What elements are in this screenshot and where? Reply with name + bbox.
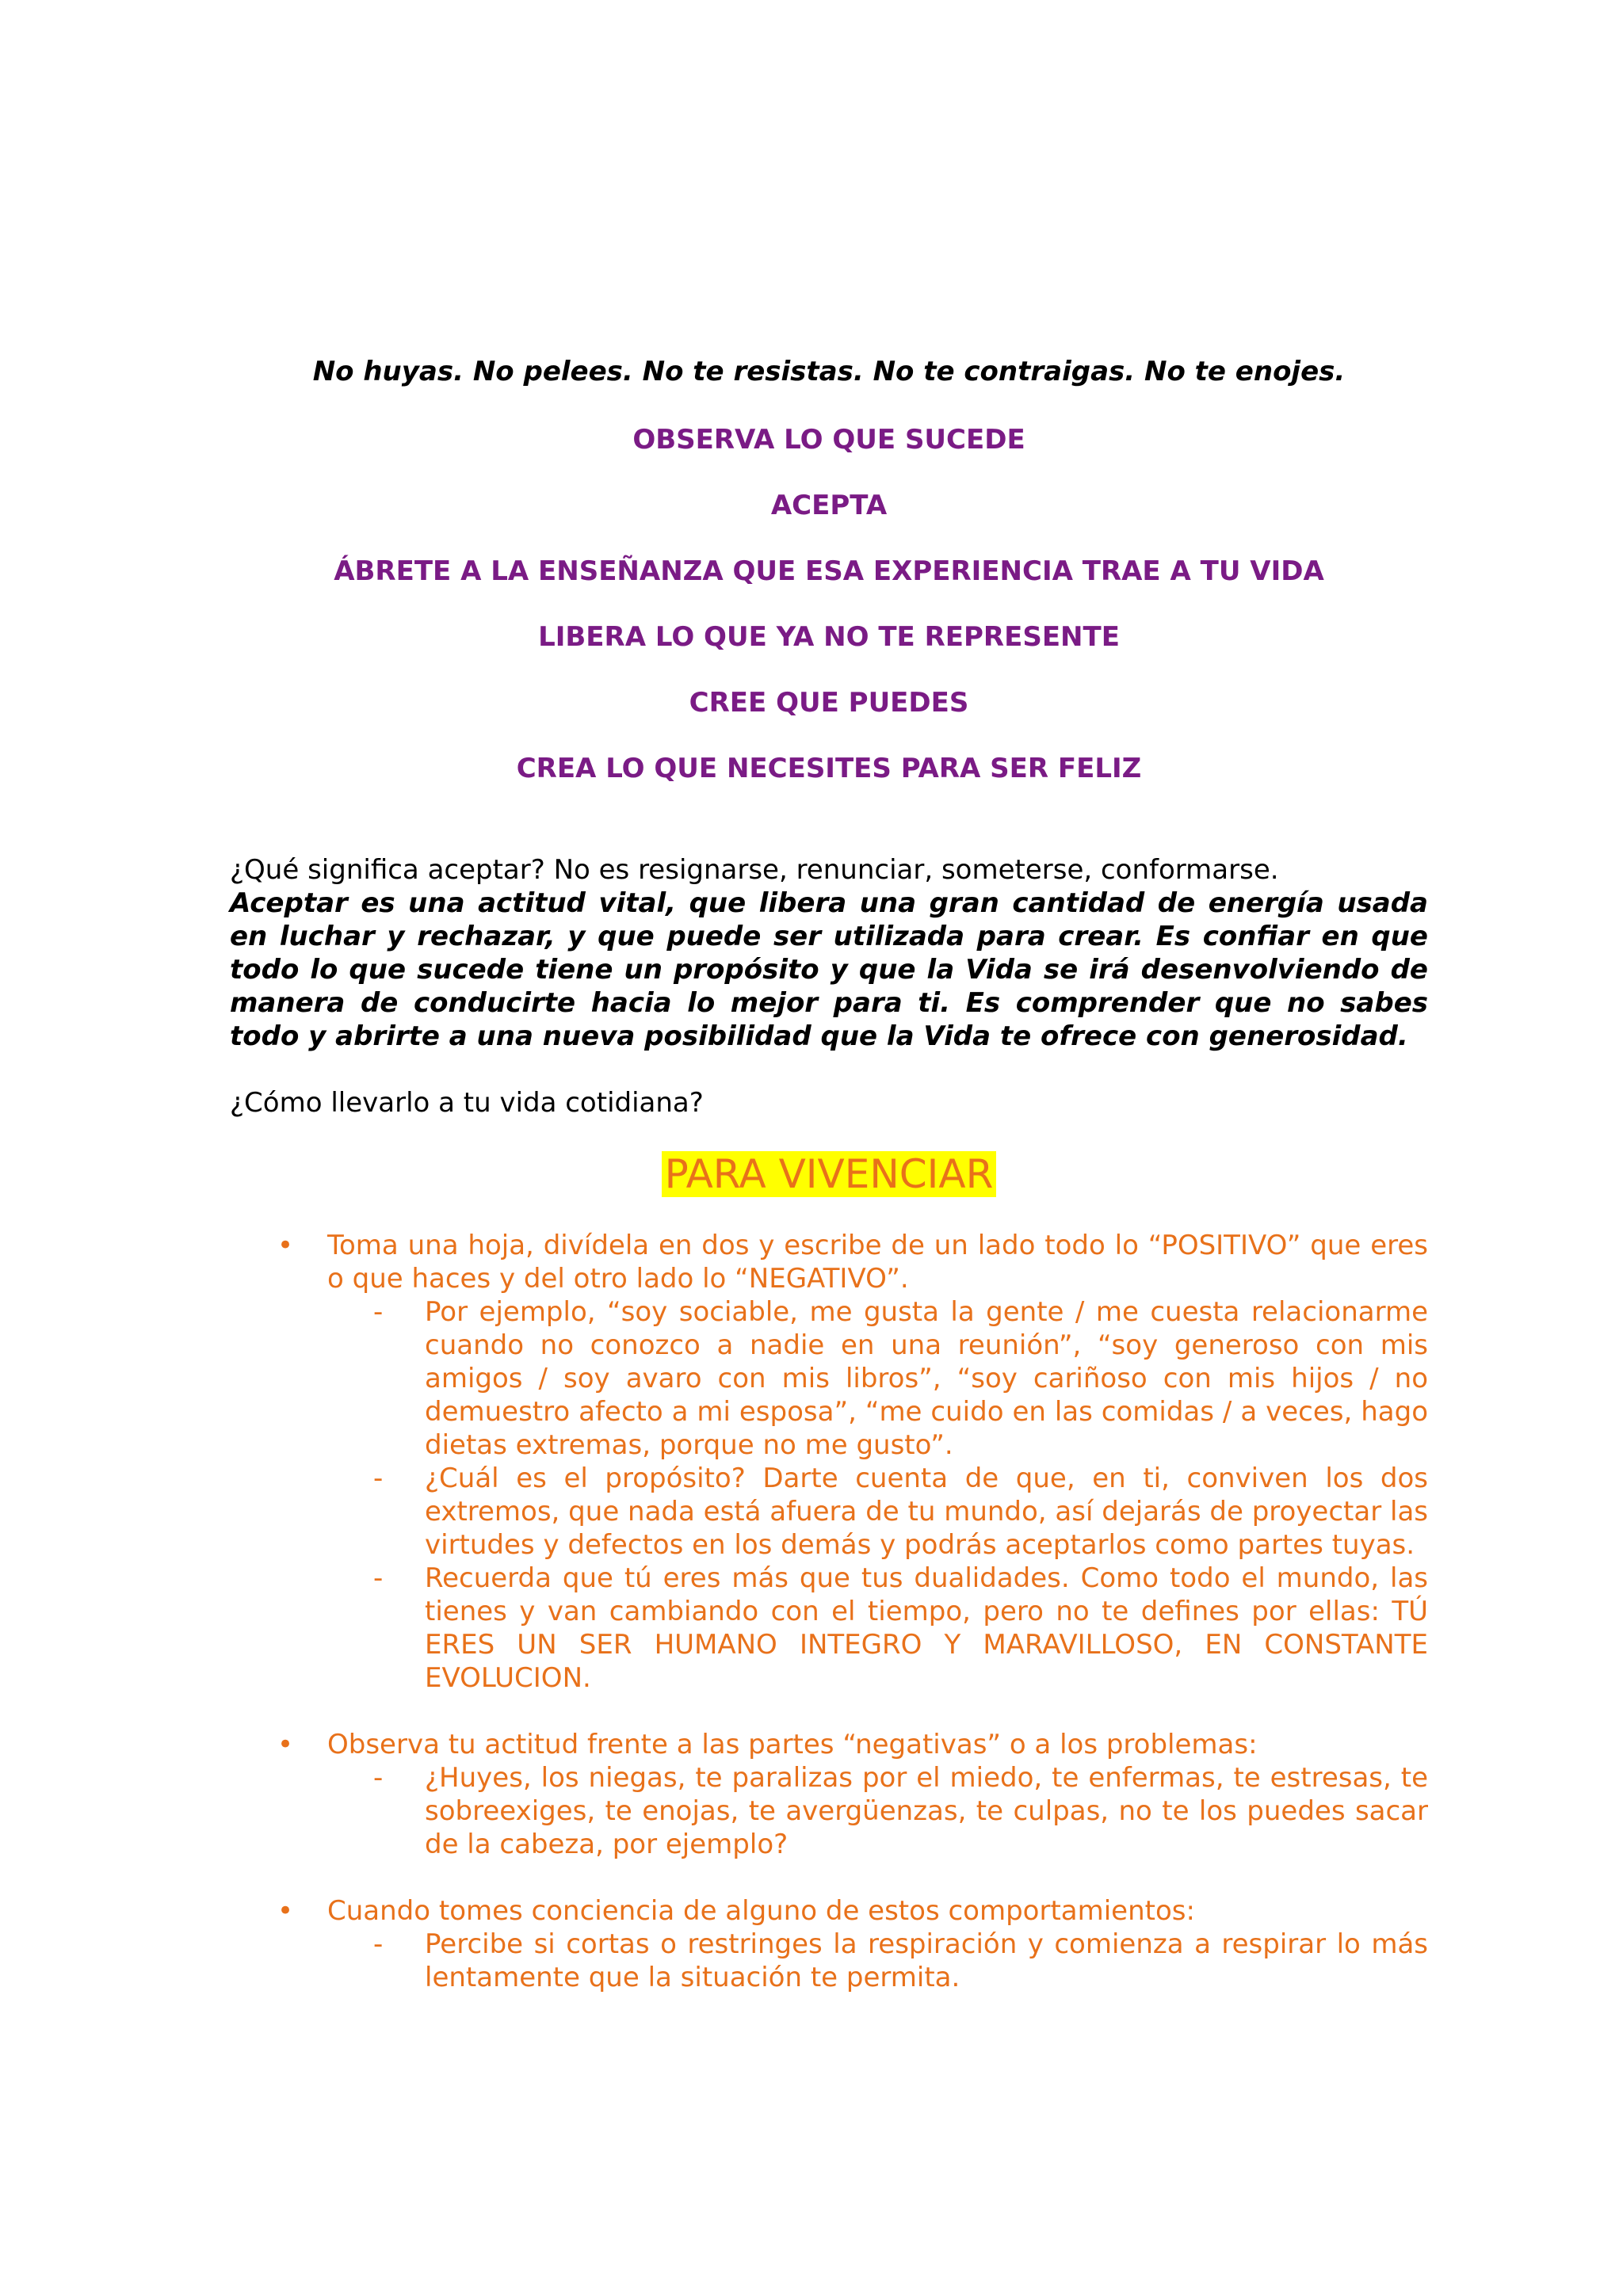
sub-list-item-text: Por ejemplo, “soy sociable, me gusta la gente / me cuesta relacionarme cuando no conozco a nadie en una reunión”, “soy generoso con mis amigos / soy avaro con mis libros”, “soy cariñoso con mis hijos / no demuestro afecto a mi esposa”, “me cuido en las comidas / a veces, hago dietas extremas, porque no me gusto”.: [425, 1296, 1428, 1461]
list-item: [230, 1894, 1428, 1994]
mantra-accept: ACEPTA: [770, 490, 888, 521]
intro-line: No huyas. No pelees. No te resistas. No te contraigas. No te enojes.: [312, 356, 1346, 387]
dash-icon: -: [373, 1762, 384, 1794]
exercise-list: [230, 1229, 1428, 1994]
sub-list-item-text: Percibe si cortas o restringes la respiración y comienza a respirar lo más lentamente que la situación te permita.: [425, 1928, 1428, 1993]
sub-list: [327, 1761, 1428, 1861]
list-item-text: Observa tu actitud frente a las partes “negativas” o a los problemas:: [327, 1729, 1258, 1760]
list-item-text: Toma una hoja, divídela en dos y escribe de un lado todo lo “POSITIVO” que eres o que haces y del otro lado lo “NEGATIVO”.: [327, 1230, 1428, 1295]
mantra-open: ÁBRETE A LA ENSEÑANZA QUE ESA EXPERIENCIA TRAE A TU VIDA: [334, 555, 1324, 587]
list-item: [230, 1229, 1428, 1695]
mantra-observe: OBSERVA LO QUE SUCEDE: [632, 424, 1025, 456]
accepting-definition: Aceptar es una actitud vital, que libera una gran cantidad de energía usada en luchar y rechazar, y que puede ser utilizada para crear. Es confiar en que todo lo que sucede tiene un propósito y que la Vida se irá desenvolviendo de manera de conducirte hacia lo mejor para ti. Es comprender que no sabes todo y abrirte a una nueva posibilidad que la Vida te ofrece con generosidad.: [230, 887, 1428, 1052]
sub-list-item-text: Recuerda que tú eres más que tus dualidades. Como todo el mundo, las tienes y van cambiando con el tiempo, pero no te defines por ellas: TÚ ERES UN SER HUMANO INTEGRO Y MARAVILLOSO, EN CONSTANTE EVOLUCION.: [425, 1562, 1428, 1694]
sub-list-item-text: ¿Huyes, los niegas, te paralizas por el miedo, te enfermas, te estresas, te sobreexiges, te enojas, te avergüenzas, te culpas, no te los puedes sacar de la cabeza, por ejemplo?: [425, 1762, 1428, 1860]
mantra-create: CREA LO QUE NECESITES PARA SER FELIZ: [516, 753, 1142, 784]
list-item-text: Cuando tomes conciencia de alguno de estos comportamientos:: [327, 1895, 1195, 1927]
sub-list-item: [326, 1928, 1428, 1994]
question-daily-life: ¿Cómo llevarlo a tu vida cotidiana?: [230, 1087, 704, 1119]
sub-list: [327, 1928, 1428, 1994]
sub-list-item-text: ¿Cuál es el propósito? Darte cuenta de que, en ti, conviven los dos extremos, que nada está afuera de tu mundo, así dejarás de proyectar las virtudes y defectos en los demás y podrás aceptarlos como partes tuyas.: [425, 1463, 1428, 1561]
mantra-list: [230, 425, 1428, 784]
bullet-icon: •: [277, 1230, 294, 1261]
dash-icon: -: [373, 1562, 384, 1594]
dash-icon: -: [373, 1928, 384, 1960]
section-heading: PARA VIVENCIAR: [662, 1151, 997, 1197]
sub-list-item: [326, 1462, 1428, 1562]
sub-list-item: [326, 1761, 1428, 1861]
bullet-icon: •: [277, 1895, 294, 1927]
question-what-is-accepting: ¿Qué significa aceptar? No es resignarse, renunciar, someterse, conformarse.: [230, 854, 1279, 886]
list-item: [230, 1728, 1428, 1861]
dash-icon: -: [373, 1296, 384, 1328]
mantra-release: LIBERA LO QUE YA NO TE REPRESENTE: [538, 621, 1120, 653]
document-content: [230, 355, 1428, 2027]
sub-list: [327, 1295, 1428, 1695]
section-heading-wrapper: [230, 1151, 1428, 1197]
sub-list-item: [326, 1562, 1428, 1695]
mantra-believe: CREE QUE PUEDES: [689, 687, 969, 719]
dash-icon: -: [373, 1463, 384, 1494]
bullet-icon: •: [277, 1729, 294, 1760]
sub-list-item: [326, 1295, 1428, 1462]
